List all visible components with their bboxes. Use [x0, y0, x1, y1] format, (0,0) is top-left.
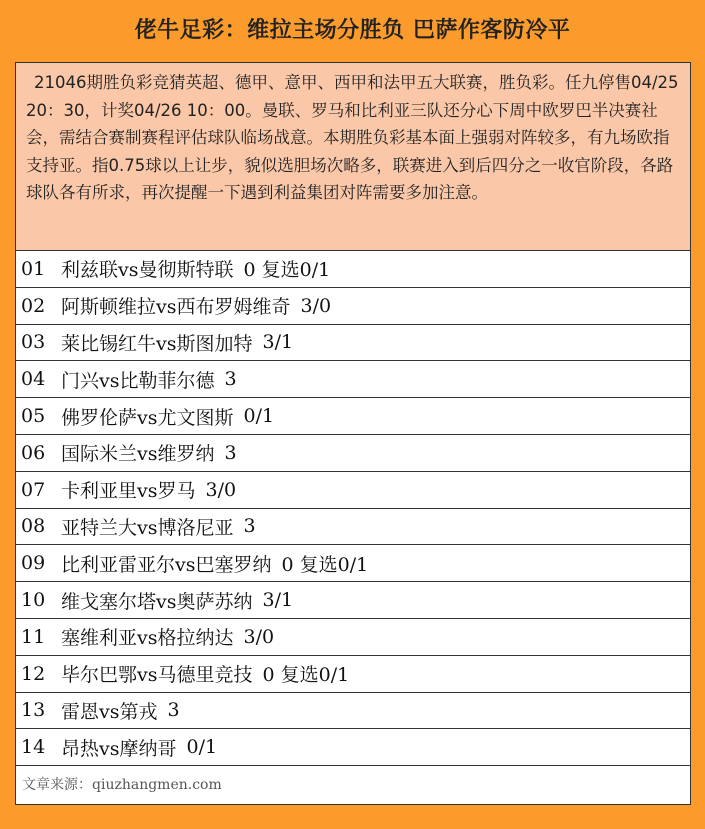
- match-teams: 亚特兰大vs博洛尼亚: [61, 516, 234, 539]
- match-teams: 莱比锡红牛vs斯图加特: [61, 332, 253, 355]
- match-row: [16, 619, 690, 656]
- match-number: 10: [21, 589, 46, 612]
- match-row: [16, 288, 690, 325]
- match-row: [16, 545, 690, 582]
- match-number: 06: [21, 441, 46, 464]
- match-row: [16, 361, 690, 398]
- match-pick: 3/0: [205, 478, 237, 501]
- match-teams: 塞维利亚vs格拉纳达: [61, 627, 234, 650]
- match-pick: 3: [224, 368, 237, 391]
- match-row: [16, 251, 690, 288]
- match-row: [16, 509, 690, 546]
- match-pick: 3/0: [243, 625, 275, 648]
- match-row: [16, 398, 690, 435]
- match-teams: 阿斯顿维拉vs西布罗姆维奇: [61, 296, 291, 319]
- match-row: [16, 729, 690, 766]
- match-number: 09: [21, 552, 46, 575]
- match-number: 04: [21, 368, 46, 391]
- source-credit: 文章来源：qiuzhangmen.com: [22, 777, 222, 793]
- match-number: 05: [21, 405, 46, 428]
- match-teams: 比利亚雷亚尔vs巴塞罗纳: [61, 553, 272, 576]
- match-teams: 昂热vs摩纳哥: [61, 737, 177, 760]
- match-teams: 利兹联vs曼彻斯特联: [61, 259, 234, 282]
- match-number: 14: [21, 736, 46, 759]
- match-list: [16, 251, 690, 766]
- content-panel: [15, 62, 691, 805]
- intro-paragraph: 21046期胜负彩竞猜英超、德甲、意甲、西甲和法甲五大联赛，胜负彩。任九停售04/25 20：30，计奖04/26 10：00。曼联、罗马和比利亚三队还分心下周中欧罗巴半决赛社会，需结合赛制赛程评估球队临场战意。本期胜负彩基本面上强弱对阵较多，有九场欧指支持亚。指0.75球以上让步，貌似选胆场次略多，联赛进入到后四分之一收官阶段，各路球队各有所求，再次提醒一下遇到利益集团对阵需要多加注意。: [16, 63, 690, 251]
- match-pick: 0/1: [243, 405, 275, 428]
- match-number: 02: [21, 294, 46, 317]
- match-pick: 0 复选0/1: [281, 553, 369, 576]
- match-pick: 3: [243, 515, 256, 538]
- match-pick: 3: [167, 699, 180, 722]
- match-row: [16, 582, 690, 619]
- match-teams: 佛罗伦萨vs尤文图斯: [61, 406, 234, 429]
- match-number: 07: [21, 478, 46, 501]
- match-pick: 3/0: [300, 294, 332, 317]
- match-pick: 0 复选0/1: [243, 259, 331, 282]
- match-number: 11: [21, 625, 46, 648]
- match-number: 03: [21, 331, 46, 354]
- match-teams: 毕尔巴鄂vs马德里竞技: [61, 664, 253, 687]
- match-number: 08: [21, 515, 46, 538]
- match-row: [16, 656, 690, 693]
- match-row: [16, 472, 690, 509]
- page-title: 佬牛足彩：维拉主场分胜负 巴萨作客防冷平: [134, 18, 571, 43]
- match-teams: 国际米兰vs维罗纳: [61, 443, 215, 466]
- match-pick: 0 复选0/1: [262, 664, 350, 687]
- match-teams: 门兴vs比勒菲尔德: [61, 369, 215, 392]
- match-teams: 卡利亚里vs罗马: [61, 480, 196, 503]
- match-number: 13: [21, 699, 46, 722]
- match-row: [16, 435, 690, 472]
- match-row: [16, 325, 690, 362]
- match-pick: 3/1: [262, 331, 294, 354]
- match-pick: 3/1: [262, 589, 294, 612]
- match-pick: 3: [224, 441, 237, 464]
- match-number: 12: [21, 662, 46, 685]
- match-row: [16, 693, 690, 730]
- match-teams: 雷恩vs第戎: [61, 700, 158, 723]
- match-pick: 0/1: [186, 736, 218, 759]
- match-number: 01: [21, 257, 46, 280]
- match-teams: 维戈塞尔塔vs奥萨苏纳: [61, 590, 253, 613]
